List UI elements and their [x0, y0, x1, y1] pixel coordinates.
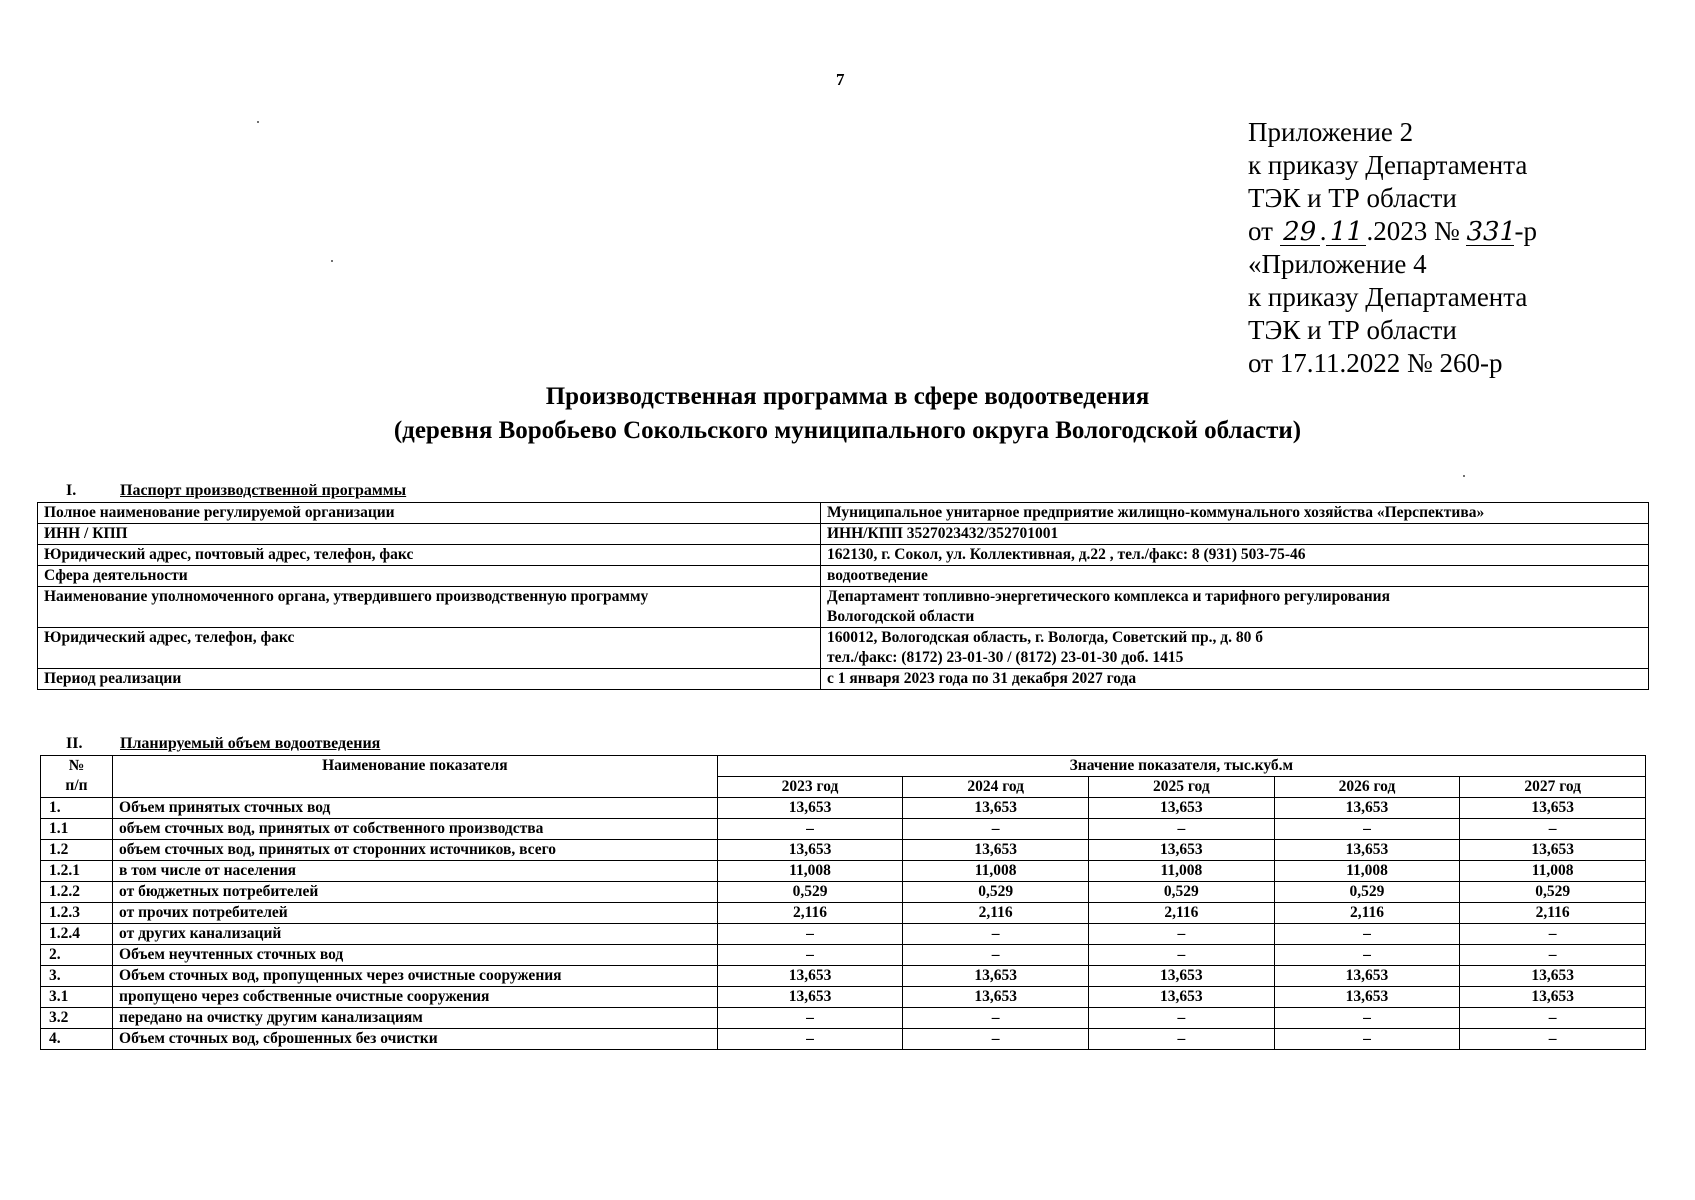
row-value: 11,008 [1089, 861, 1275, 882]
row-value: – [717, 945, 903, 966]
table-row [38, 669, 1649, 690]
row-number: 3. [41, 966, 113, 987]
passport-label: Наименование уполномоченного органа, утвердившего производственную программу [38, 587, 821, 628]
order-day-handwritten: 29 [1280, 219, 1320, 246]
row-value: 13,653 [903, 840, 1089, 861]
row-value: – [1274, 1008, 1460, 1029]
volume-table [40, 755, 1646, 1050]
order-year-no: .2023 № [1366, 216, 1460, 246]
row-value: 0,529 [717, 882, 903, 903]
table-row [41, 1029, 1646, 1050]
table-row [38, 628, 1649, 669]
row-value: – [1460, 819, 1646, 840]
row-value: – [1460, 945, 1646, 966]
passport-value [821, 503, 1649, 524]
row-value: 11,008 [903, 861, 1089, 882]
passport-value [821, 545, 1649, 566]
row-name: Объем принятых сточных вод [113, 798, 718, 819]
row-name: от других канализаций [113, 924, 718, 945]
row-value: – [1274, 1029, 1460, 1050]
scan-speck [331, 260, 333, 262]
passport-label: Сфера деятельности [38, 566, 821, 587]
table-row [41, 966, 1646, 987]
passport-table [37, 502, 1649, 690]
annex-line: Приложение 2 [1248, 117, 1414, 147]
row-value: – [717, 819, 903, 840]
table-row [38, 566, 1649, 587]
row-value: 13,653 [1460, 798, 1646, 819]
table-row [41, 945, 1646, 966]
table-row [41, 1008, 1646, 1029]
table-row [41, 840, 1646, 861]
row-number: 4. [41, 1029, 113, 1050]
row-value: – [903, 924, 1089, 945]
row-value: 13,653 [1274, 798, 1460, 819]
annex-line: «Приложение 4 [1248, 249, 1427, 279]
annex-line: к приказу Департамента [1248, 282, 1528, 312]
passport-value [821, 628, 1649, 669]
row-value: 13,653 [1460, 987, 1646, 1008]
row-name: в том числе от населения [113, 861, 718, 882]
row-value: – [1274, 819, 1460, 840]
annex-line: к приказу Департамента [1248, 150, 1528, 180]
document-title [0, 380, 1695, 448]
row-value: 13,653 [717, 966, 903, 987]
header-value-group: Значение показателя, тыс.куб.м [717, 756, 1645, 777]
annex-line: ТЭК и ТР области [1248, 315, 1457, 345]
passport-value-line: Департамент топливно-энергетического комплекса и тарифного регулирования [827, 588, 1390, 605]
row-number: 2. [41, 945, 113, 966]
row-value: – [1460, 1029, 1646, 1050]
row-name: от прочих потребителей [113, 903, 718, 924]
row-value: 13,653 [717, 987, 903, 1008]
passport-label: Юридический адрес, телефон, факс [38, 628, 821, 669]
row-value: 0,529 [1089, 882, 1275, 903]
annex-line: ТЭК и ТР области [1248, 183, 1457, 213]
header-num [41, 756, 113, 798]
row-value: 13,653 [903, 987, 1089, 1008]
scan-speck [257, 121, 259, 123]
row-name: от бюджетных потребителей [113, 882, 718, 903]
section-heading-volume [66, 735, 380, 753]
page-number: 7 [836, 70, 845, 89]
row-value: 13,653 [1274, 987, 1460, 1008]
row-value: 13,653 [1089, 840, 1275, 861]
scan-speck [1463, 475, 1465, 477]
passport-label: ИНН / КПП [38, 524, 821, 545]
row-value: – [717, 1029, 903, 1050]
header-year: 2025 год [1089, 777, 1275, 798]
table-row [41, 924, 1646, 945]
row-number: 1. [41, 798, 113, 819]
section-number: I. [66, 482, 77, 499]
row-value: 13,653 [1274, 840, 1460, 861]
row-value: – [903, 1008, 1089, 1029]
row-value: 11,008 [1274, 861, 1460, 882]
passport-value-line: тел./факс: (8172) 23-01-30 / (8172) 23-01-30 доб. 1415 [827, 649, 1184, 666]
row-name: Объем неучтенных сточных вод [113, 945, 718, 966]
table-row [41, 798, 1646, 819]
order-number-handwritten: 331 [1466, 217, 1517, 247]
row-value: – [1274, 945, 1460, 966]
row-value: – [903, 819, 1089, 840]
passport-value [821, 524, 1649, 545]
row-value: – [1460, 924, 1646, 945]
row-name: пропущено через собственные очистные сооружения [113, 987, 718, 1008]
row-value: 13,653 [717, 798, 903, 819]
row-value: 11,008 [717, 861, 903, 882]
passport-value-line: ИНН/КПП 3527023432/352701001 [827, 525, 1059, 542]
passport-label: Юридический адрес, почтовый адрес, телефон, факс [38, 545, 821, 566]
passport-value [821, 669, 1649, 690]
row-number: 1.2.2 [41, 882, 113, 903]
row-value: 2,116 [1460, 903, 1646, 924]
row-value: 13,653 [903, 798, 1089, 819]
annex-line: от 17.11.2022 № 260-р [1248, 348, 1503, 378]
row-value: 13,653 [903, 966, 1089, 987]
row-number: 3.2 [41, 1008, 113, 1029]
order-prefix: от [1248, 216, 1273, 246]
row-number: 1.2.1 [41, 861, 113, 882]
row-value: 0,529 [1274, 882, 1460, 903]
row-value: 2,116 [903, 903, 1089, 924]
row-name: объем сточных вод, принятых от собственного производства [113, 819, 718, 840]
passport-value-line: Вологодской области [827, 608, 975, 625]
row-number: 3.1 [41, 987, 113, 1008]
row-value: 0,529 [903, 882, 1089, 903]
passport-value [821, 587, 1649, 628]
row-name: Объем сточных вод, сброшенных без очистки [113, 1029, 718, 1050]
header-year: 2023 год [717, 777, 903, 798]
row-value: – [1089, 945, 1275, 966]
row-value: – [1089, 1008, 1275, 1029]
passport-value-line: 160012, Вологодская область, г. Вологда, Советский пр., д. 80 б [827, 629, 1263, 646]
title-line-1: Производственная программа в сфере водоотведения [545, 383, 1150, 410]
row-value: 13,653 [1460, 966, 1646, 987]
row-value: 0,529 [1460, 882, 1646, 903]
section-heading-passport [66, 482, 406, 500]
header-year: 2027 год [1460, 777, 1646, 798]
row-name: передано на очистку другим канализациям [113, 1008, 718, 1029]
row-value: 2,116 [1274, 903, 1460, 924]
header-name: Наименование показателя [113, 756, 718, 798]
row-value: 13,653 [1089, 966, 1275, 987]
row-value: – [717, 1008, 903, 1029]
row-value: – [903, 1029, 1089, 1050]
row-value: 13,653 [1089, 987, 1275, 1008]
row-value: 11,008 [1460, 861, 1646, 882]
passport-value-line: Муниципальное унитарное предприятие жилищно-коммунального хозяйства «Перспектива» [827, 504, 1485, 521]
row-name: объем сточных вод, принятых от сторонних источников, всего [113, 840, 718, 861]
row-value: – [1089, 924, 1275, 945]
table-row [41, 903, 1646, 924]
row-value: 13,653 [717, 840, 903, 861]
header-num-line: № [68, 757, 85, 774]
row-value: 13,653 [1274, 966, 1460, 987]
row-value: 2,116 [1089, 903, 1275, 924]
passport-value-line: 162130, г. Сокол, ул. Коллективная, д.22 , тел./факс: 8 (931) 503-75-46 [827, 546, 1306, 563]
table-row [41, 987, 1646, 1008]
row-number: 1.2 [41, 840, 113, 861]
annex-block [1248, 116, 1537, 380]
row-number: 1.2.3 [41, 903, 113, 924]
row-value: – [1274, 924, 1460, 945]
row-number: 1.1 [41, 819, 113, 840]
row-value: – [1089, 1029, 1275, 1050]
section-title: Паспорт производственной программы [120, 482, 407, 499]
row-number: 1.2.4 [41, 924, 113, 945]
title-line-2: (деревня Воробьево Сокольского муниципального округа Вологодской области) [393, 417, 1302, 444]
row-value: – [903, 945, 1089, 966]
header-year: 2024 год [903, 777, 1089, 798]
passport-label: Полное наименование регулируемой организации [38, 503, 821, 524]
table-row [41, 861, 1646, 882]
row-value: – [1460, 1008, 1646, 1029]
table-row [38, 587, 1649, 628]
row-value: 2,116 [717, 903, 903, 924]
row-value: – [717, 924, 903, 945]
row-value: – [1089, 819, 1275, 840]
passport-value-line: с 1 января 2023 года по 31 декабря 2027 года [827, 670, 1137, 687]
annex-order-line: от 29 . 11 .2023 № 331-р [1248, 216, 1537, 247]
row-name: Объем сточных вод, пропущенных через очистные сооружения [113, 966, 718, 987]
order-suffix: -р [1514, 216, 1537, 246]
section-number: II. [66, 735, 83, 752]
row-value: 13,653 [1460, 840, 1646, 861]
header-year: 2026 год [1274, 777, 1460, 798]
table-row [41, 882, 1646, 903]
row-value: 13,653 [1089, 798, 1275, 819]
table-header-row [41, 756, 1646, 777]
table-row [41, 819, 1646, 840]
order-month-handwritten: 11 [1326, 219, 1366, 246]
table-row [38, 545, 1649, 566]
section-title: Планируемый объем водоотведения [120, 735, 381, 752]
header-num-line: п/п [65, 777, 88, 794]
table-row [38, 503, 1649, 524]
passport-value [821, 566, 1649, 587]
table-row [38, 524, 1649, 545]
passport-label: Период реализации [38, 669, 821, 690]
passport-value-line: водоотведение [827, 567, 928, 584]
